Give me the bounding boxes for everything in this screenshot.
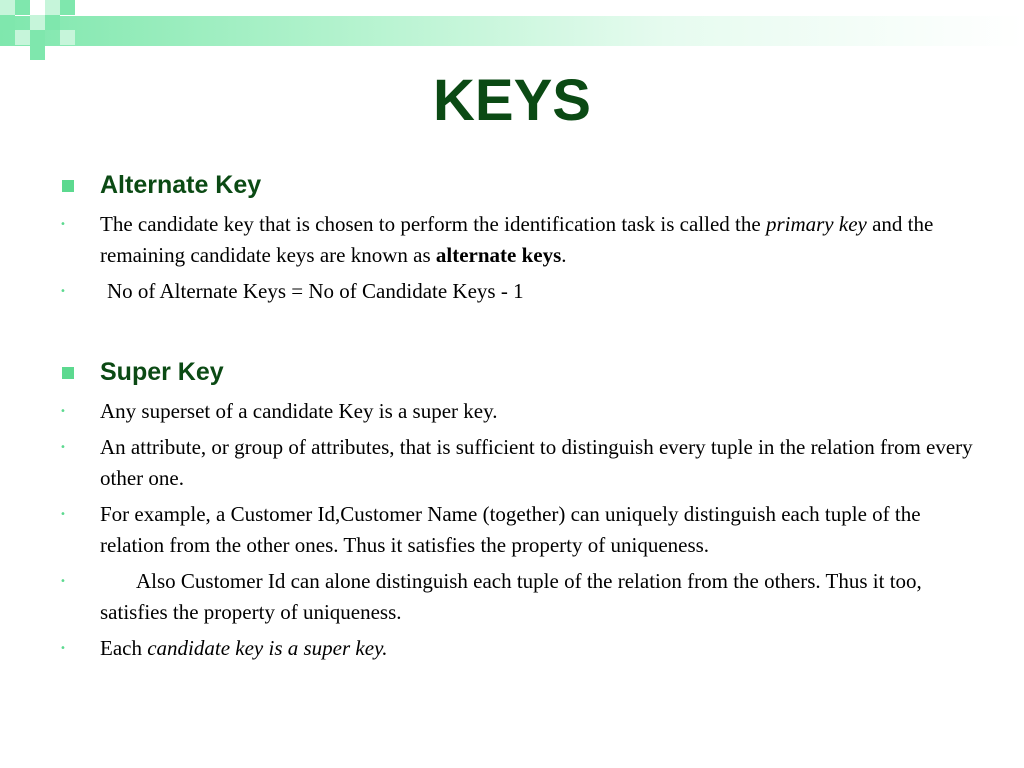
item-text: The candidate key that is chosen to perform the identification task is called the bbox=[100, 212, 766, 236]
item-text: Also Customer Id can alone distinguish each tuple of the relation from the others. Thus it too, satisfies the property of uniqueness. bbox=[100, 569, 922, 624]
section-heading bbox=[0, 169, 1024, 201]
dot-bullet-icon: • bbox=[60, 509, 66, 520]
item-italic-text: primary key bbox=[765, 212, 867, 236]
dot-bullet-icon: • bbox=[60, 442, 66, 453]
item-text: and the remaining candidate keys are known as bbox=[100, 212, 934, 267]
list-item bbox=[0, 209, 1024, 271]
dot-bullet-icon: • bbox=[60, 219, 66, 230]
list-item bbox=[0, 276, 1024, 307]
header-banner bbox=[0, 16, 1024, 46]
item-text: . bbox=[561, 243, 567, 267]
list-item bbox=[0, 633, 1024, 664]
item-text: An attribute, or group of attributes, that is sufficient to distinguish every tuple in the relation from every other one. bbox=[100, 435, 973, 490]
dot-bullet-icon: • bbox=[60, 406, 66, 417]
dot-bullet-icon: • bbox=[60, 286, 66, 297]
list-item bbox=[0, 396, 1024, 427]
list-item bbox=[0, 566, 1024, 628]
decorative-checker-pattern bbox=[0, 0, 80, 62]
section-alternate-key bbox=[0, 169, 1024, 307]
item-bold-text: alternate keys bbox=[435, 243, 562, 267]
square-bullet-icon bbox=[62, 180, 74, 192]
dot-bullet-icon: • bbox=[60, 576, 66, 587]
item-text: For example, a Customer Id,Customer Name (together) can uniquely distinguish each tuple of the relation from the other ones. Thus it satisfies the property of uniqueness. bbox=[100, 502, 921, 557]
dot-bullet-icon: • bbox=[60, 643, 66, 654]
list-item bbox=[0, 499, 1024, 561]
list-item bbox=[0, 432, 1024, 494]
square-bullet-icon bbox=[62, 367, 74, 379]
heading-text: Alternate Key bbox=[100, 171, 262, 199]
section-heading bbox=[0, 356, 1024, 388]
heading-text: Super Key bbox=[100, 358, 224, 386]
item-italic-text: candidate key is a super key. bbox=[147, 636, 388, 660]
item-text: No of Alternate Keys = No of Candidate Keys - 1 bbox=[107, 279, 524, 303]
item-text: Any superset of a candidate Key is a super key. bbox=[100, 399, 498, 423]
item-text: Each bbox=[100, 636, 148, 660]
section-super-key bbox=[0, 356, 1024, 664]
slide-title: KEYS bbox=[433, 68, 591, 133]
